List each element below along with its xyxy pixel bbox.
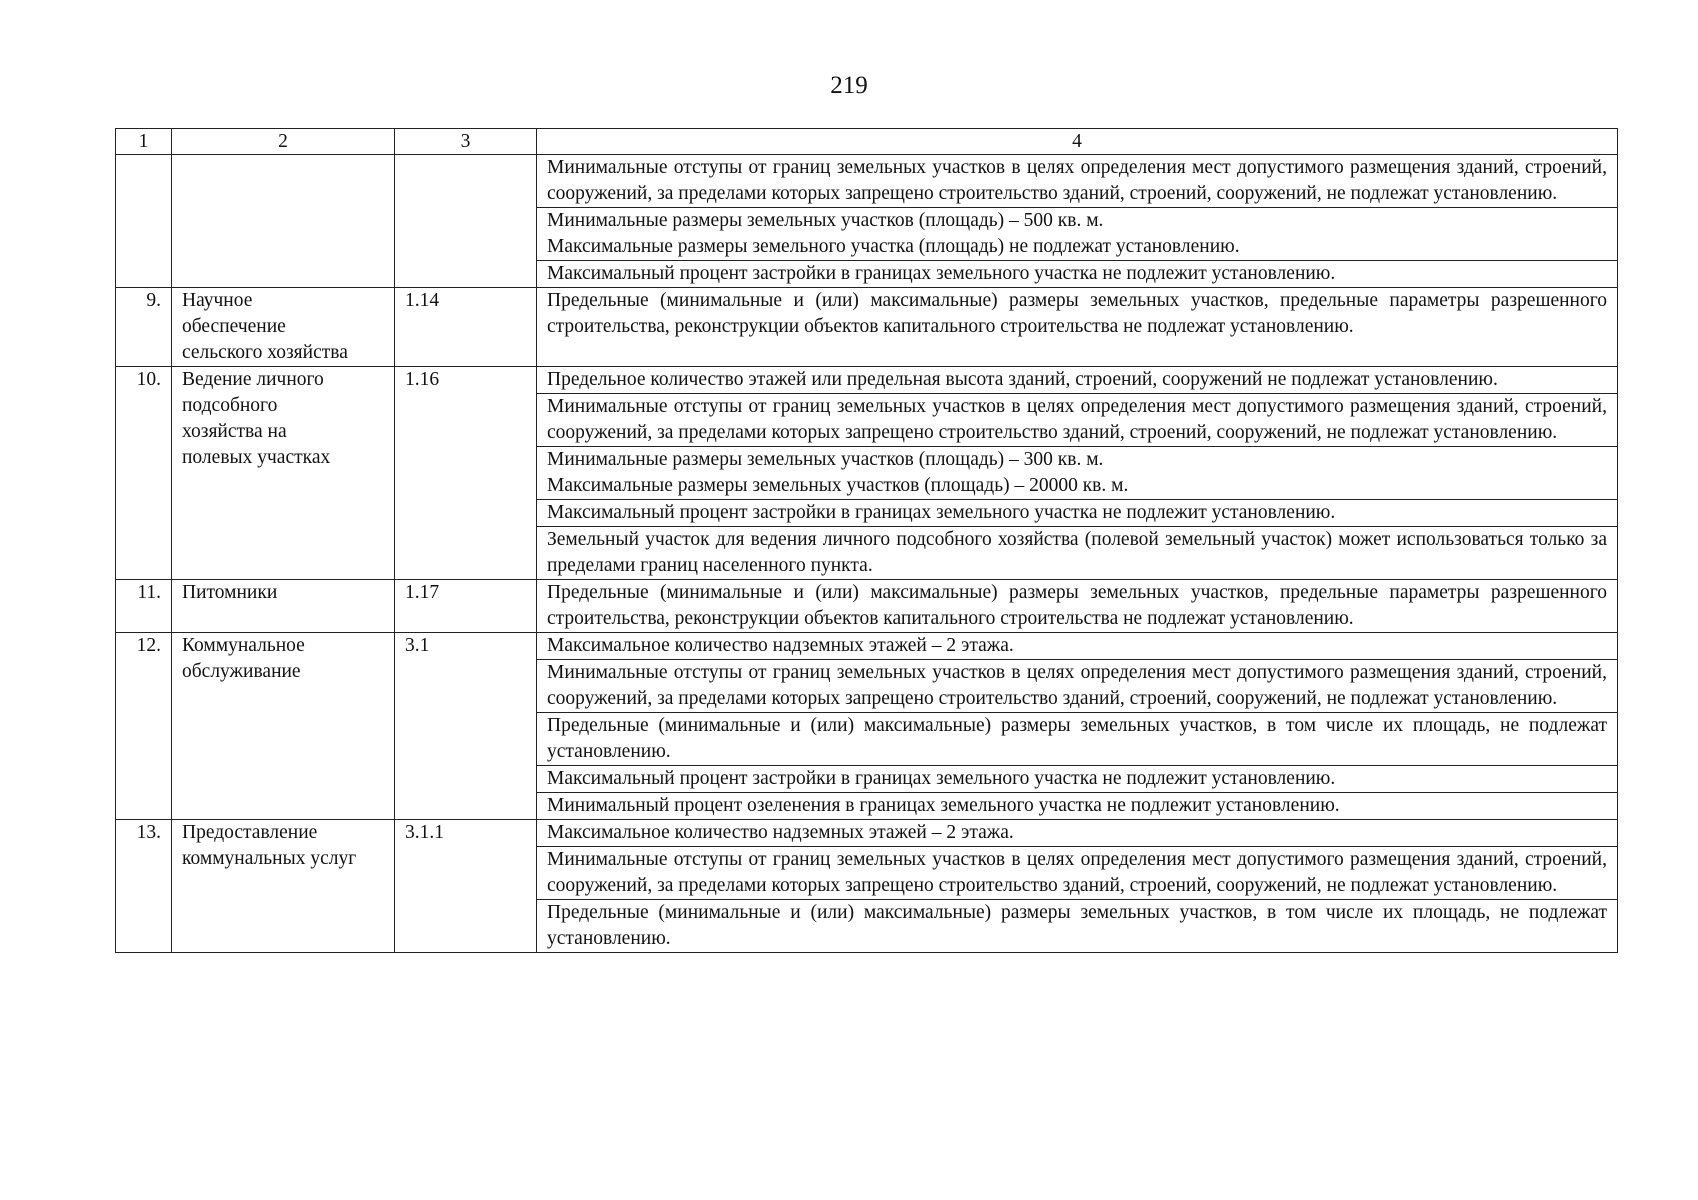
regulation-line: Максимальное количество надземных этажей – 2 этажа. [547, 822, 1014, 843]
row-number [116, 288, 172, 367]
use-type-name [172, 155, 395, 288]
cell-text-line: 1.17 [405, 582, 440, 603]
regulation-line: Максимальный процент застройки в границах земельного участка не подлежит установлению. [547, 502, 1336, 523]
regulation-text [537, 500, 1618, 527]
regulation-line: Максимальное количество надземных этажей – 2 этажа. [547, 635, 1014, 656]
regulation-line: Минимальные размеры земельных участков (площадь) – 300 кв. м. [547, 449, 1104, 470]
regulation-text [537, 820, 1618, 847]
regulation-line: Минимальные отступы от границ земельных участков в целях определения мест допустимого размещения зданий, строений, сооружений, за пределами которых запрещено строительство зданий, строений, сооружений, не подлежат установлению. [547, 849, 1607, 896]
regulation-text [537, 900, 1618, 953]
table-row [116, 580, 1618, 633]
regulation-line: Максимальный процент застройки в границах земельного участка не подлежит установлению. [547, 263, 1336, 284]
table-row [116, 288, 1618, 367]
cell-text-line: коммунальных услуг [182, 848, 357, 869]
column-header: 2 [172, 129, 395, 155]
use-type-name [172, 580, 395, 633]
regulation-text [537, 527, 1618, 580]
regulation-line: Минимальные размеры земельных участков (площадь) – 500 кв. м. [547, 210, 1104, 231]
use-type-code [395, 820, 537, 953]
cell-text-line: Научное [182, 290, 253, 311]
table-row [116, 155, 1618, 208]
cell-text-line: Питомники [182, 582, 278, 603]
regulation-text [537, 288, 1618, 367]
cell-text-line: Коммунальное [182, 635, 305, 656]
row-number [116, 820, 172, 953]
cell-text-line: 12. [136, 635, 161, 656]
use-type-code [395, 367, 537, 580]
regulation-line: Земельный участок для ведения личного подсобного хозяйства (полевой земельный участок) может использоваться только за пределами границ населенного пункта. [547, 529, 1607, 576]
regulation-line: Предельные (минимальные и (или) максимальные) размеры земельных участков, предельные параметры разрешенного строительства, реконструкции объектов капитального строительства не подлежат установлению. [547, 290, 1607, 337]
cell-text-line: 13. [136, 822, 161, 843]
regulation-text [537, 847, 1618, 900]
use-type-name [172, 288, 395, 367]
regulation-line: Минимальные отступы от границ земельных участков в целях определения мест допустимого размещения зданий, строений, сооружений, за пределами которых запрещено строительство зданий, строений, сооружений, не подлежат установлению. [547, 396, 1607, 443]
regulation-line: Максимальные размеры земельного участка (площадь) не подлежат установлению. [547, 236, 1240, 257]
table-row [116, 367, 1618, 394]
regulation-text [537, 660, 1618, 713]
regulation-text [537, 580, 1618, 633]
cell-text-line: обслуживание [182, 661, 301, 682]
column-header: 1 [116, 129, 172, 155]
column-header: 3 [395, 129, 537, 155]
use-type-code [395, 633, 537, 820]
use-type-code [395, 288, 537, 367]
regulation-line: Минимальный процент озеленения в границах земельного участка не подлежит установлению. [547, 795, 1340, 816]
row-number [116, 580, 172, 633]
regulation-text [537, 766, 1618, 793]
regulation-line: Предельное количество этажей или предельная высота зданий, строений, сооружений не подлежат установлению. [547, 369, 1498, 390]
regulation-text [537, 367, 1618, 394]
cell-text-line: хозяйства на [182, 421, 287, 442]
row-number [116, 367, 172, 580]
use-type-code [395, 580, 537, 633]
use-type-name [172, 367, 395, 580]
regulation-text [537, 633, 1618, 660]
regulation-line: Минимальные отступы от границ земельных участков в целях определения мест допустимого размещения зданий, строений, сооружений, за пределами которых запрещено строительство зданий, строений, сооружений, не подлежат установлению. [547, 157, 1607, 204]
regulation-text [537, 155, 1618, 208]
cell-text-line: обеспечение [182, 316, 286, 337]
cell-text-line: 9. [146, 290, 161, 311]
use-type-name [172, 820, 395, 953]
cell-text-line: Ведение личного [182, 369, 324, 390]
cell-text-line: 1.14 [405, 290, 440, 311]
regulation-text [537, 447, 1618, 500]
regulation-line: Предельные (минимальные и (или) максимальные) размеры земельных участков, предельные параметры разрешенного строительства, реконструкции объектов капитального строительства не подлежат установлению. [547, 582, 1607, 629]
page-number: 219 [830, 72, 868, 99]
cell-text-line: полевых участках [182, 447, 331, 468]
cell-text-line: 3.1 [405, 635, 430, 656]
table-header-row [116, 129, 1618, 155]
table-row [116, 633, 1618, 660]
cell-text-line: сельского хозяйства [182, 342, 348, 363]
use-type-name [172, 633, 395, 820]
regulation-line: Предельные (минимальные и (или) максимальные) размеры земельных участков, в том числе их площадь, не подлежат установлению. [547, 715, 1607, 762]
regulations-table [115, 128, 1618, 953]
regulation-text [537, 394, 1618, 447]
regulation-text [537, 713, 1618, 766]
cell-text-line: 1.16 [405, 369, 440, 390]
use-type-code [395, 155, 537, 288]
table-row [116, 820, 1618, 847]
regulation-line: Максимальный процент застройки в границах земельного участка не подлежит установлению. [547, 768, 1336, 789]
regulation-line: Минимальные отступы от границ земельных участков в целях определения мест допустимого размещения зданий, строений, сооружений, за пределами которых запрещено строительство зданий, строений, сооружений, не подлежат установлению. [547, 662, 1607, 709]
cell-text-line: 11. [137, 582, 161, 603]
regulation-text [537, 208, 1618, 261]
regulation-text [537, 261, 1618, 288]
cell-text-line: 3.1.1 [405, 822, 444, 843]
regulation-line: Максимальные размеры земельных участков (площадь) – 20000 кв. м. [547, 475, 1129, 496]
regulation-text [537, 793, 1618, 820]
row-number [116, 633, 172, 820]
column-header: 4 [537, 129, 1618, 155]
row-number [116, 155, 172, 288]
cell-text-line: 10. [136, 369, 161, 390]
regulation-line: Предельные (минимальные и (или) максимальные) размеры земельных участков, в том числе их площадь, не подлежат установлению. [547, 902, 1607, 949]
table-body [116, 155, 1618, 953]
cell-text-line: подсобного [182, 395, 278, 416]
cell-text-line: Предоставление [182, 822, 318, 843]
